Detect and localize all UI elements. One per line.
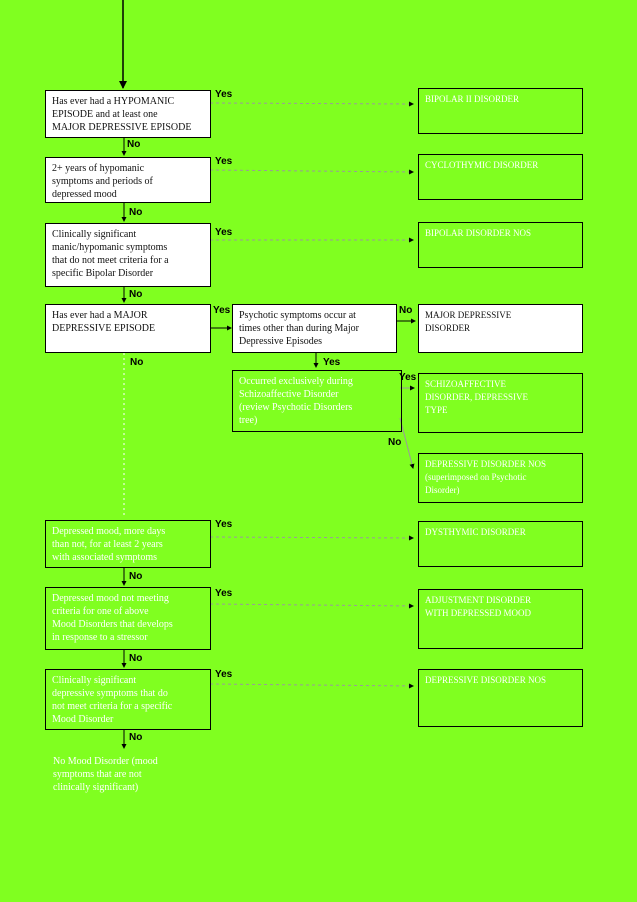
label-yes-q4a: Yes	[323, 357, 341, 368]
label-no-q5: No	[129, 571, 143, 582]
label-yes-q4b: Yes	[399, 372, 417, 383]
label-yes-q6: Yes	[215, 588, 233, 599]
question-depressed-mood-stressor: Depressed mood not meeting criteria for one of above Mood Disorders that develops in response to a stressor	[45, 587, 211, 650]
question-schizoaffective: Occurred exclusively during Schizoaffective Disorder (review Psychotic Disorders tree)	[232, 370, 402, 432]
result-schizoaffective-disorder: SCHIZOAFFECTIVE DISORDER, DEPRESSIVE TYPE	[418, 373, 583, 433]
question-depressed-mood-2-years: Depressed mood, more days than not, for at least 2 years with associated symptoms	[45, 520, 211, 568]
question-hypomanic-episode: Has ever had a HYPOMANIC EPISODE and at least one MAJOR DEPRESSIVE EPISODE	[45, 90, 211, 138]
label-yes-q4: Yes	[213, 305, 231, 316]
question-psychotic-symptoms: Psychotic symptoms occur at times other than during Major Depressive Episodes	[232, 304, 397, 353]
result-depressive-disorder-nos: DEPRESSIVE DISORDER NOS	[418, 669, 583, 727]
result-dysthymic-disorder: DYSTHYMIC DISORDER	[418, 521, 583, 567]
question-hypomanic-symptoms: 2+ years of hypomanic symptoms and periods of depressed mood	[45, 157, 211, 203]
label-no-q2: No	[129, 207, 143, 218]
question-manic-hypomanic-symptoms: Clinically significant manic/hypomanic symptoms that do not meet criteria for a specific Bipolar Disorder	[45, 223, 211, 287]
label-no-q4: No	[130, 357, 144, 368]
label-no-q7: No	[129, 732, 143, 743]
yes-line-q2	[210, 170, 413, 172]
end-no-mood-disorder: No Mood Disorder (mood symptoms that are not clinically significant)	[53, 756, 158, 793]
label-no-q6: No	[129, 653, 143, 664]
label-yes-q7: Yes	[215, 669, 233, 680]
question-major-depressive-episode: Has ever had a MAJOR DEPRESSIVE EPISODE	[45, 304, 211, 353]
result-bipolar-disorder-nos: BIPOLAR DISORDER NOS	[418, 222, 583, 268]
label-yes-q5: Yes	[215, 519, 233, 530]
yes-line-q6	[210, 604, 413, 606]
result-adjustment-disorder: ADJUSTMENT DISORDER WITH DEPRESSED MOOD	[418, 589, 583, 649]
label-no-q4b: No	[388, 437, 402, 448]
label-no-q3: No	[129, 289, 143, 300]
label-no-q4a: No	[399, 305, 413, 316]
result-depressive-disorder-nos-psychotic: DEPRESSIVE DISORDER NOS (superimposed on Psychotic Disorder)	[418, 453, 583, 503]
label-yes-q1: Yes	[215, 89, 233, 100]
yes-line-q7	[210, 684, 413, 686]
yes-line-q5	[210, 537, 413, 538]
label-no-q1: No	[127, 139, 141, 150]
result-bipolar-ii-disorder: BIPOLAR II DISORDER	[418, 88, 583, 134]
result-cyclothymic-disorder: CYCLOTHYMIC DISORDER	[418, 154, 583, 200]
question-depressive-symptoms: Clinically significant depressive symptoms that do not meet criteria for a specific Mood Disorder	[45, 669, 211, 730]
label-yes-q3: Yes	[215, 227, 233, 238]
result-major-depressive-disorder: MAJOR DEPRESSIVE DISORDER	[418, 304, 583, 353]
yes-line-q1	[210, 103, 413, 104]
label-yes-q2: Yes	[215, 156, 233, 167]
